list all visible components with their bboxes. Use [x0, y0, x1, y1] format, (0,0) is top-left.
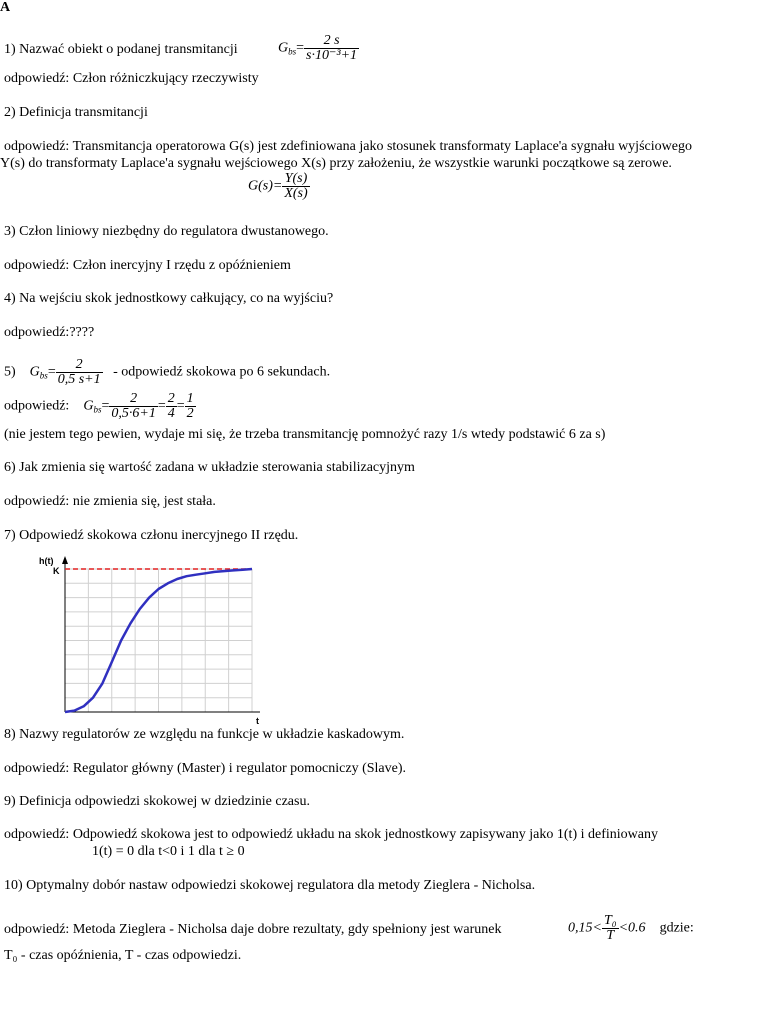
q1-fraction: $\frac{2 s}{\text{s·10⁻³+1}}$	[306, 33, 358, 63]
q6-question: 6) Jak zmienia się wartość zadana w układzie sterowania stabilizacyjnym	[4, 460, 415, 475]
q5-answer: odpowiedź: $G_{bs}=$ $\frac{2}{0,5\cdot 6+1}$ = $\frac{2}{4}$ = $\frac{1}{2}$	[4, 391, 194, 421]
q4-answer: odpowiedź:????	[4, 325, 95, 340]
q1-question: 1) Nazwać obiekt o podanej transmitancji	[4, 42, 238, 57]
q10-answer: odpowiedź: Metoda Zieglera - Nicholsa daje dobre rezultaty, gdy spełniony jest warunek	[4, 922, 502, 937]
q2-answer-line2: Y(s) do transformaty Laplace'a sygnału wejściowego X(s) przy założeniu, że wszystkie warunki początkowe są zerowe.	[0, 156, 672, 171]
q7-question: 7) Odpowiedź skokowa członu inercyjnego II rzędu.	[4, 528, 299, 543]
q4-question: 4) Na wejściu skok jednostkowy całkujący, co na wyjściu?	[4, 291, 334, 306]
q8-question: 8) Nazwy regulatorów ze względu na funkcje w układzie kaskadowym.	[4, 727, 405, 742]
q1-formula: $G_{bs}=$ $\frac{2 s}{\text{s·10⁻³+1}}$	[278, 33, 358, 63]
q6-answer: odpowiedź: nie zmienia się, jest stała.	[4, 494, 216, 509]
q3-question: 3) Człon liniowy niezbędny do regulatora dwustanowego.	[4, 224, 329, 239]
q9-answer-line1: odpowiedź: Odpowiedź skokowa jest to odpowiedź układu na skok jednostkowy zapisywany jako 1(t) i definiowany	[4, 827, 658, 842]
q1-answer: odpowiedź: Człon różniczkujący rzeczywisty	[4, 71, 259, 86]
q10-question: 10) Optymalny dobór nastaw odpowiedzi skokowej regulatora dla metody Zieglera - Nicholsa.	[4, 878, 536, 893]
y-axis-label: h(t)	[39, 556, 54, 566]
q10-condition: 0,15< $\frac{\text{T₀}}{T}$ <0.6 gdzie:	[568, 913, 694, 943]
q3-answer: odpowiedź: Człon inercyjny I rzędu z opóźnieniem	[4, 258, 291, 273]
q2-formula: G(s)= $\frac{Y(s)}{X(s)}$	[248, 171, 308, 201]
q9-answer-line2: 1(t) = 0 dla t<0 i 1 dla t ≥ 0	[92, 844, 245, 859]
q2-question: 2) Definicja transmitancji	[4, 105, 148, 120]
y-tick-label-k: K	[53, 566, 60, 576]
y-axis-arrow	[62, 556, 68, 564]
x-axis-label: t	[256, 716, 259, 726]
header-letter: A	[0, 0, 11, 15]
q2-answer-line1: odpowiedź: Transmitancja operatorowa G(s) jest zdefiniowana jako stosunek transformaty Laplace'a sygnału wyjściowego	[4, 139, 692, 154]
q9-question: 9) Definicja odpowiedzi skokowej w dziedzinie czasu.	[4, 794, 310, 809]
q10-legend: T₀ - czas opóźnienia, T - czas odpowiedzi.	[4, 948, 242, 963]
q8-answer: odpowiedź: Regulator główny (Master) i regulator pomocniczy (Slave).	[4, 761, 406, 776]
step-response-chart	[30, 552, 270, 727]
q5-formula: 5) $G_{bs}=$ $\frac{2}{0,5 s+1}$ - odpowiedź skokowa po 6 sekundach.	[4, 357, 331, 387]
q5-note: (nie jestem tego pewien, wydaje mi się, że trzeba transmitancję pomnożyć razy 1/s wtedy podstawić 6 za s)	[4, 427, 606, 442]
